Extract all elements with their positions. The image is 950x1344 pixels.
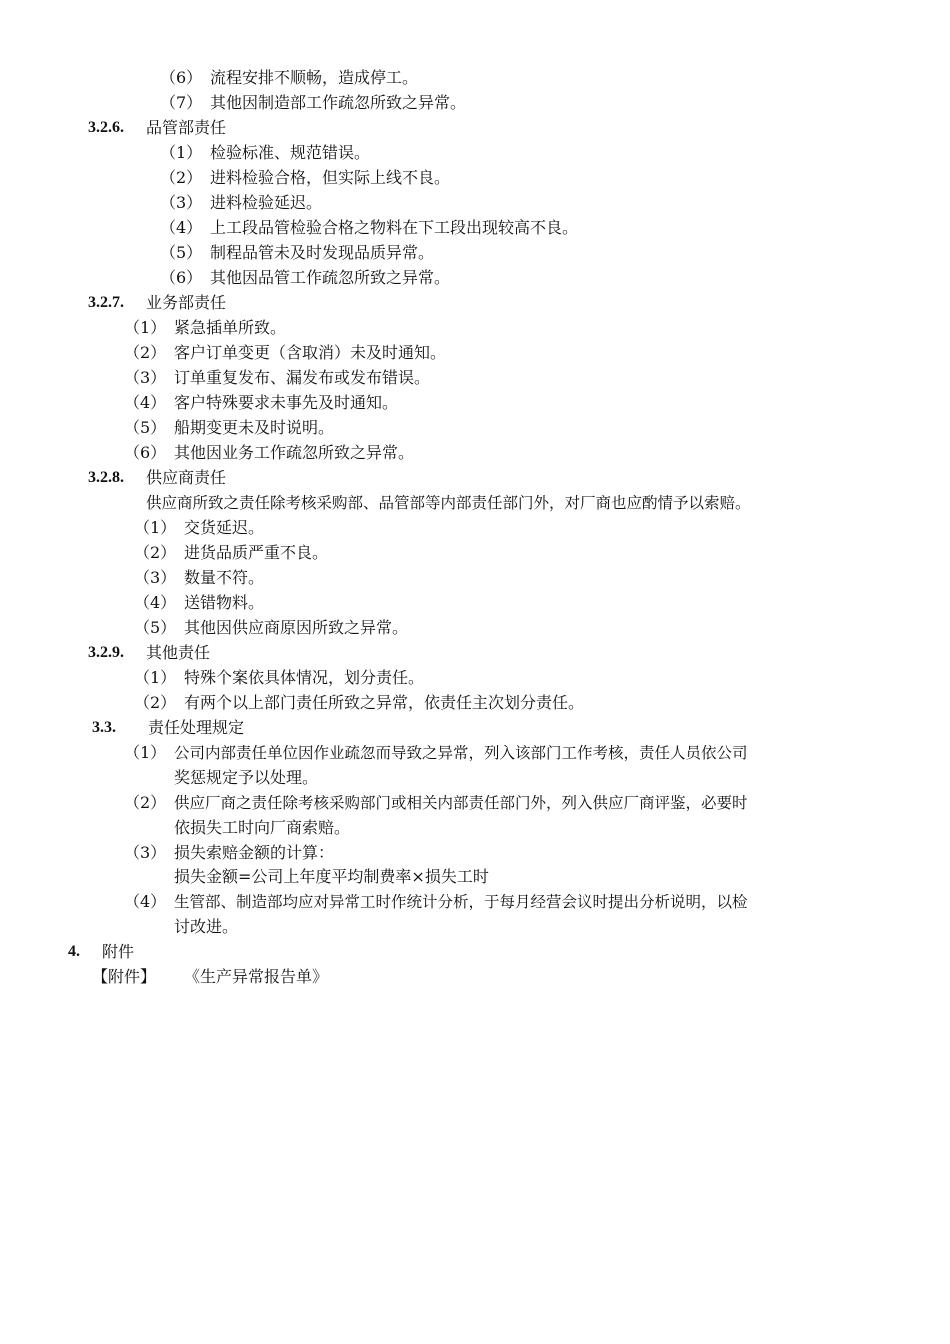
list-item: 上工段品管检验合格之物料在下工段出现较高不良。 [210, 218, 579, 237]
section-intro: 供应商所致之责任除考核采购部、品管部等内部责任部门外，对厂商也应酌情予以索赔。 [146, 494, 751, 512]
item-number: （5） [134, 618, 177, 637]
list-item: 其他因品管工作疏忽所致之异常。 [210, 268, 451, 287]
list-item: 数量不符。 [184, 568, 265, 587]
list-item: 制程品管未及时发现品质异常。 [210, 243, 435, 262]
list-item: 紧急插单所致。 [174, 318, 287, 337]
list-item: 损失索赔金额的计算： [174, 843, 335, 862]
list-item: 其他因供应商原因所致之异常。 [184, 618, 409, 637]
item-number: （4） [134, 593, 177, 612]
item-number: （5） [160, 243, 203, 262]
list-item: 检验标准、规范错误。 [210, 143, 371, 162]
list-item: 生管部、制造部均应对异常工时作统计分析，于每月经营会议时提出分析说明，以检 [174, 893, 748, 911]
item-number: （1） [124, 743, 167, 762]
section-number: 3.2.9. [88, 644, 124, 661]
section-number: 3.2.8. [88, 469, 124, 486]
attachment-name: 《生产异常报告单》 [184, 967, 329, 986]
item-number: （4） [124, 892, 167, 911]
list-item: 进料检验延迟。 [210, 193, 323, 212]
item-number: （2） [134, 693, 177, 712]
item-number: （7） [160, 93, 203, 112]
section-title: 业务部责任 [146, 293, 227, 312]
list-item: 船期变更未及时说明。 [174, 418, 335, 437]
item-number: （1） [134, 668, 177, 687]
item-number: （4） [160, 218, 203, 237]
formula-line: 损失金额=公司上年度平均制费率×损失工时 [174, 867, 489, 886]
item-number: （3） [160, 193, 203, 212]
list-item: 客户特殊要求未事先及时通知。 [174, 393, 399, 412]
item-number: （6） [124, 443, 167, 462]
item-number: （2） [124, 343, 167, 362]
list-item: 有两个以上部门责任所致之异常，依责任主次划分责任。 [184, 693, 585, 712]
item-number: （2） [124, 793, 167, 812]
section-number: 3.2.6. [88, 119, 124, 136]
list-item: 供应厂商之责任除考核采购部门或相关内部责任部门外，列入供应厂商评鉴，必要时 [174, 794, 748, 812]
item-number: （5） [124, 418, 167, 437]
list-item: 特殊个案依具体情况，划分责任。 [184, 668, 425, 687]
item-number: （3） [124, 368, 167, 387]
section-title: 供应商责任 [146, 468, 227, 487]
list-item: 其他因业务工作疏忽所致之异常。 [174, 443, 415, 462]
item-number: （1） [134, 518, 177, 537]
list-item-continuation: 依损失工时向厂商索赔。 [174, 818, 351, 837]
list-item: 其他因制造部工作疏忽所致之异常。 [210, 93, 467, 112]
section-number: 3.2.7. [88, 294, 124, 311]
item-number: （4） [124, 393, 167, 412]
section-title: 附件 [102, 942, 135, 961]
item-number: （3） [124, 843, 167, 862]
section-title: 其他责任 [146, 643, 211, 662]
item-number: （6） [160, 268, 203, 287]
list-item: 交货延迟。 [184, 518, 265, 537]
item-number: （1） [124, 318, 167, 337]
section-title: 品管部责任 [146, 118, 227, 137]
list-item: 进料检验合格，但实际上线不良。 [210, 168, 451, 187]
list-item: 公司内部责任单位因作业疏忽而导致之异常，列入该部门工作考核，责任人员依公司 [174, 744, 748, 762]
section-number: 3.3. [92, 719, 116, 736]
list-item-continuation: 奖惩规定予以处理。 [174, 768, 319, 787]
item-number: （1） [160, 143, 203, 162]
list-item-continuation: 讨改进。 [174, 917, 239, 936]
list-item: 送错物料。 [184, 593, 265, 612]
item-number: （6） [160, 68, 203, 87]
item-number: （3） [134, 568, 177, 587]
list-item: 订单重复发布、漏发布或发布错误。 [174, 368, 431, 387]
list-item: 进货品质严重不良。 [184, 543, 329, 562]
attachment-label: 【附件】 [92, 967, 157, 986]
list-item: 客户订单变更（含取消）未及时通知。 [174, 343, 447, 362]
item-number: （2） [134, 543, 177, 562]
list-item: 流程安排不顺畅，造成停工。 [210, 68, 419, 87]
item-number: （2） [160, 168, 203, 187]
section-title: 责任处理规定 [148, 718, 245, 737]
section-number: 4. [68, 943, 80, 960]
